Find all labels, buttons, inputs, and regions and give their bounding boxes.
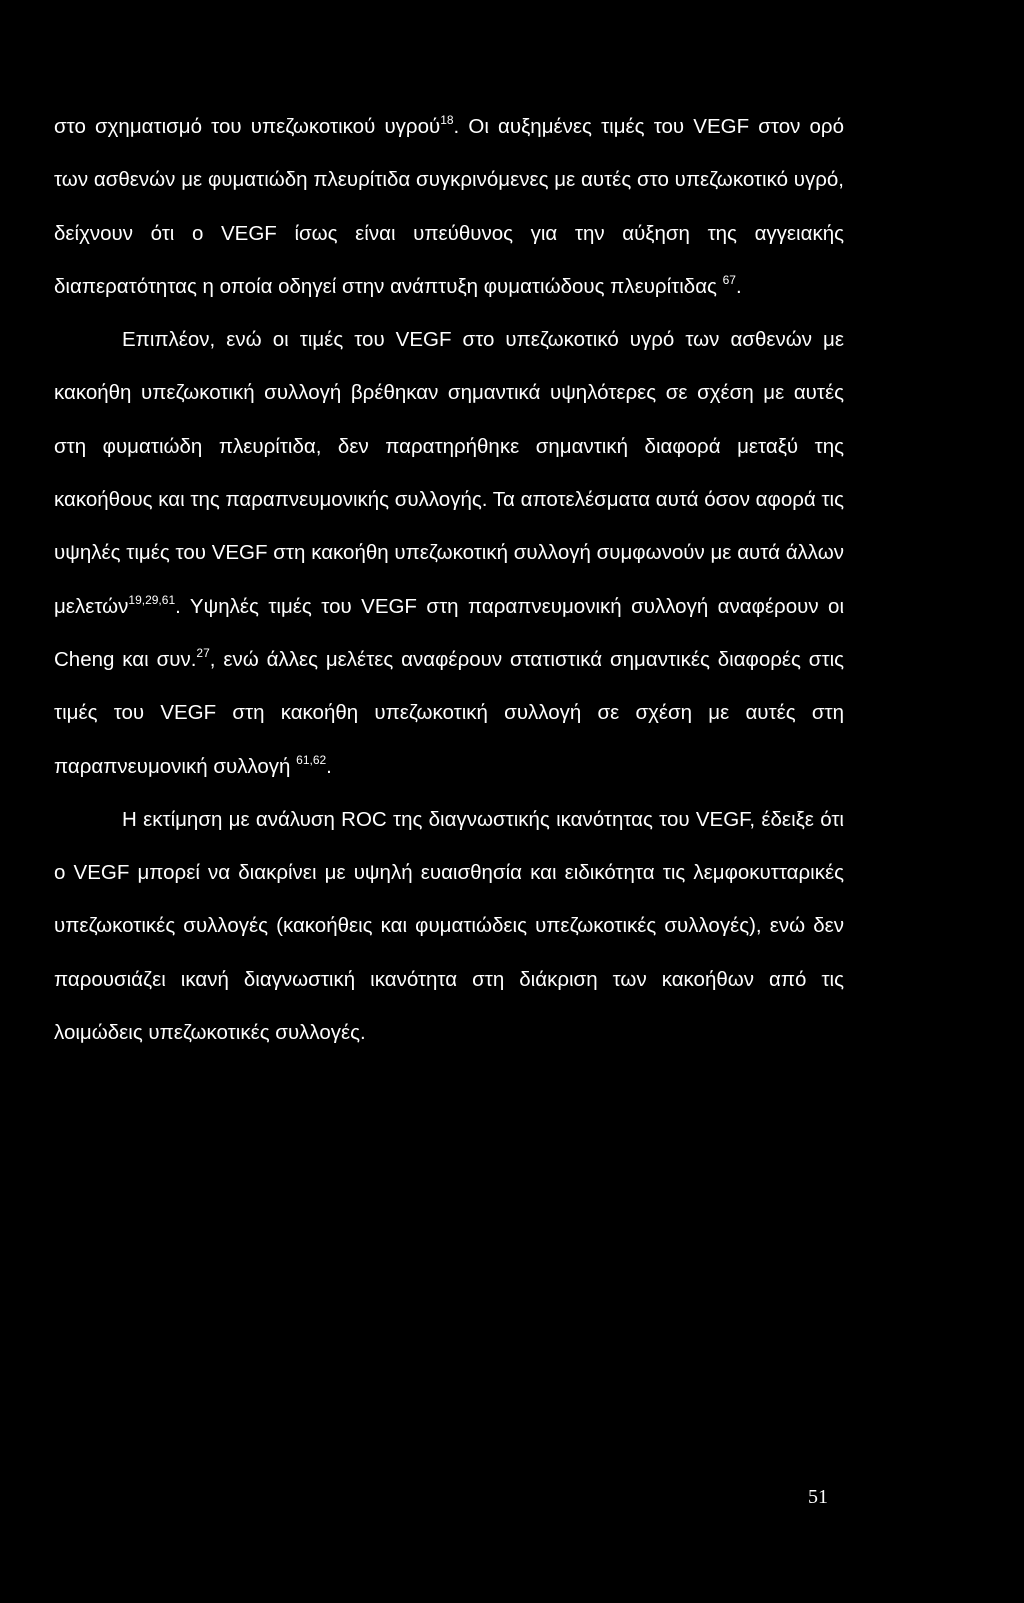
page-number: 51 — [808, 1486, 828, 1508]
paragraph-2-text-3: , ενώ άλλες μελέτες αναφέρουν στατιστικά σημαντικές διαφορές στις τιμές του VEGF στη κακοήθη υπεζωκοτική συλλογή σε σχέση με αυτές στη παραπνευμονική συλλογή — [54, 647, 844, 778]
paragraph-1-text-3: . — [735, 274, 742, 298]
citation-18: 18 — [440, 113, 454, 127]
paragraph-3 — [54, 793, 844, 1059]
paragraph-3-text-1: Η εκτίμηση με ανάλυση ROC της διαγνωστικής ικανότητας του VEGF, έδειξε ότι ο VEGF μπορεί να διακρίνει με υψηλή ευαισθησία και ειδικότητα τις λεμφοκυτταρικές υπεζωκοτικές συλλογές (κακοήθεις και φυματιώδεις υπεζωκοτικές συλλογές), ενώ δεν παρουσιάζει ικανή διαγνωστική ικανότητα στη διάκριση των κακοήθων από τις λοιμώδεις υπεζωκοτικές συλλογές. — [54, 807, 844, 1045]
document-body — [54, 100, 844, 1059]
citation-67: 67 — [722, 272, 736, 287]
paragraph-2-text-2: . Υψηλές τιμές του VEGF στη παραπνευμονική συλλογή αναφέρουν οι Cheng και συν. — [54, 594, 844, 671]
paragraph-1-text-1: στο σχηματισμό του υπεζωκοτικού υγρού — [54, 115, 441, 138]
paragraph-2-text-4: . — [326, 754, 332, 778]
citation-19-29-61: 19,29,61 — [128, 592, 176, 607]
citation-61-62: 61,62 — [296, 752, 327, 767]
citation-27: 27 — [196, 645, 210, 660]
paragraph-1 — [54, 100, 844, 313]
paragraph-1-text-2: . Οι αυξημένες τιμές του VEGF στον ορό των ασθενών με φυματιώδη πλευρίτιδα συγκρινόμενες με αυτές στο υπεζωκοτικό υγρό, δείχνουν ότι ο VEGF ίσως είναι υπεύθυνος για την αύξηση της αγγειακής διαπερατότητας η οποία οδηγεί στην ανάπτυξη φυματιώδους πλευρίτιδας — [54, 115, 844, 298]
paragraph-2 — [54, 313, 844, 793]
paragraph-2-text-1: Επιπλέον, ενώ οι τιμές του VEGF στο υπεζωκοτικό υγρό των ασθενών με κακοήθη υπεζωκοτική συλλογή βρέθηκαν σημαντικά υψηλότερες σε σχέση με αυτές στη φυματιώδη πλευρίτιδα, δεν παρατηρήθηκε σημαντική διαφορά μεταξύ της κακοήθους και της παραπνευμονικής συλλογής. Τα αποτελέσματα αυτά όσον αφορά τις υψηλές τιμές του VEGF στη κακοήθη υπεζωκοτική συλλογή συμφωνούν με αυτά άλλων μελετών — [54, 328, 844, 618]
